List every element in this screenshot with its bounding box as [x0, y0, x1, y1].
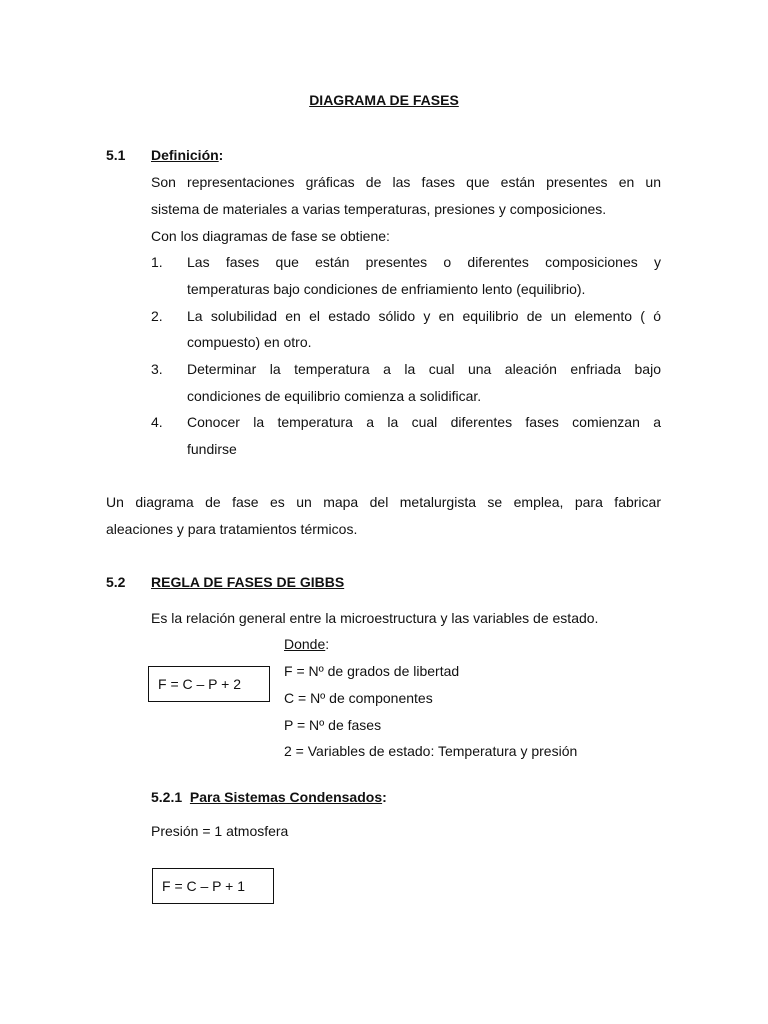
list-item-line: condiciones de equilibrio comienza a solidificar. [187, 388, 482, 404]
paragraph-line-1: Un diagrama de fase es un mapa del metalurgista se emplea, para fabricar [106, 494, 661, 510]
section-5-2-1-number: 5.2.1 [151, 789, 183, 805]
section-5-2-1-heading-colon: : [382, 789, 387, 805]
definition-c: C = Nº de componentes [284, 690, 433, 706]
definition-line-1: Son representaciones gráficas de las fases que están presentes en un [151, 174, 661, 190]
section-5-1-heading [151, 147, 223, 163]
section-5-2-heading: REGLA DE FASES DE GIBBS [151, 574, 345, 590]
list-item-number: 4. [151, 414, 163, 430]
list-item-number: 1. [151, 254, 163, 270]
list-item-line: fundirse [187, 441, 237, 457]
donde-label-colon: : [325, 636, 330, 652]
definition-line-2: sistema de materiales a varias temperaturas, presiones y composiciones. [151, 201, 607, 217]
section-5-1-heading-colon: : [218, 147, 224, 163]
definition-line-3: Con los diagramas de fase se obtiene: [151, 228, 390, 244]
section-5-2-number: 5.2 [106, 574, 126, 590]
list-item-line: Determinar la temperatura a la cual una aleación enfriada bajo [187, 361, 661, 377]
condensed-formula-box [152, 868, 274, 904]
list-item-number: 3. [151, 361, 163, 377]
definition-p: P = Nº de fases [284, 717, 382, 733]
donde-label [284, 636, 329, 652]
list-item-line: compuesto) en otro. [187, 334, 312, 350]
definition-f: F = Nº de grados de libertad [284, 663, 460, 679]
list-item-line: temperaturas bajo condiciones de enfriamiento lento (equilibrio). [187, 281, 586, 297]
condensed-formula: F = C – P + 1 [162, 878, 246, 894]
gibbs-formula-box [148, 666, 270, 702]
pressure-line: Presión = 1 atmosfera [151, 823, 289, 839]
section-5-1-heading-text: Definición [151, 147, 219, 163]
section-5-1-number: 5.1 [106, 147, 126, 163]
section-5-2-1-heading [151, 789, 387, 805]
gibbs-formula: F = C – P + 2 [158, 676, 242, 692]
paragraph-line-2: aleaciones y para tratamientos térmicos. [106, 521, 358, 537]
donde-label-text: Donde [284, 636, 326, 652]
page-title: DIAGRAMA DE FASES [309, 92, 459, 108]
list-item-number: 2. [151, 308, 163, 324]
definition-2: 2 = Variables de estado: Temperatura y presión [284, 743, 578, 759]
list-item-line: Las fases que están presentes o diferentes composiciones y [187, 254, 661, 270]
list-item-line: La solubilidad en el estado sólido y en equilibrio de un elemento ( ó [187, 308, 661, 324]
list-item-line: Conocer la temperatura a la cual diferentes fases comienzan a [187, 414, 661, 430]
section-5-2-1-heading-text: Para Sistemas Condensados [189, 789, 383, 805]
gibbs-intro: Es la relación general entre la microestructura y las variables de estado. [151, 610, 599, 626]
